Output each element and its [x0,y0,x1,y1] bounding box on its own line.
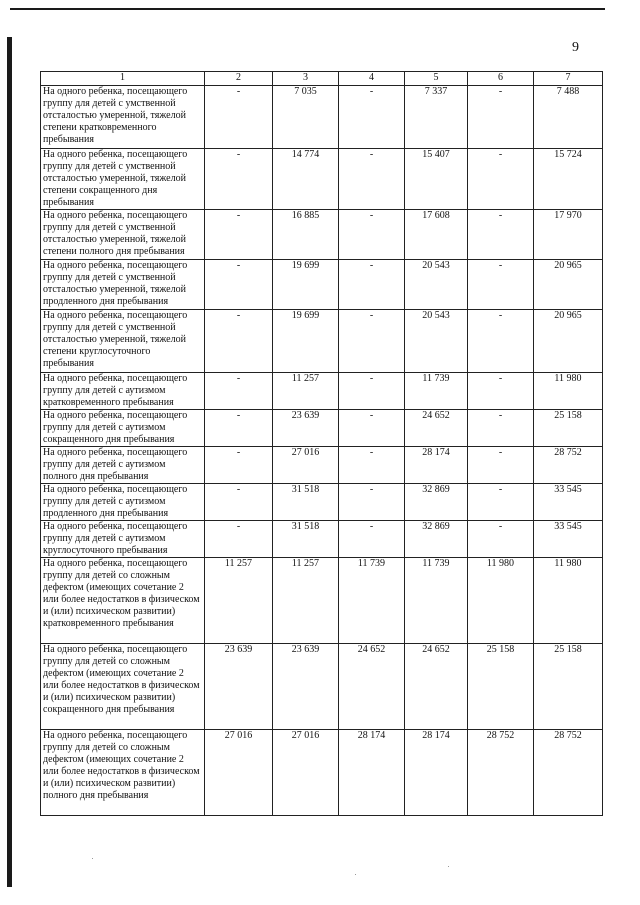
table-row [41,484,603,521]
row-description: На одного ребенка, посещающего группу для детей со сложным дефектом (имеющих сочетание 2 или более недостатков в физическом и (или) психическом развитии) сокращенного дня пребывания [41,644,205,730]
cell-col5: 11 739 [405,558,468,644]
cell-col2: - [205,86,273,149]
cell-col7: 15 724 [534,149,603,210]
cell-col6: - [468,260,534,310]
cell-col5: 24 652 [405,644,468,730]
cell-col2: - [205,373,273,410]
cell-col7: 28 752 [534,447,603,484]
cell-col7: 28 752 [534,730,603,816]
cell-col5: 17 608 [405,210,468,260]
cell-col2: - [205,149,273,210]
cell-col6: - [468,310,534,373]
table-row [41,260,603,310]
cell-col5: 15 407 [405,149,468,210]
cell-col6: - [468,86,534,149]
cell-col6: 11 980 [468,558,534,644]
cell-col7: 20 965 [534,260,603,310]
cell-col2: - [205,210,273,260]
cell-col4: 28 174 [339,730,405,816]
cell-col7: 11 980 [534,558,603,644]
column-header: 6 [468,72,534,86]
cell-col3: 14 774 [273,149,339,210]
cell-col4: - [339,484,405,521]
scan-speck [92,858,93,859]
cell-col3: 31 518 [273,484,339,521]
cell-col6: 25 158 [468,644,534,730]
cell-col5: 32 869 [405,484,468,521]
cell-col4: - [339,260,405,310]
table-row [41,447,603,484]
table-row [41,149,603,210]
cell-col3: 27 016 [273,730,339,816]
cell-col3: 23 639 [273,410,339,447]
cell-col6: - [468,373,534,410]
cell-col4: - [339,447,405,484]
cell-col2: 23 639 [205,644,273,730]
cell-col4: - [339,373,405,410]
cell-col6: - [468,210,534,260]
scan-edge-bar [7,37,12,887]
scan-speck [355,874,356,875]
row-description: На одного ребенка, посещающего группу для детей со сложным дефектом (имеющих сочетание 2 или более недостатков в физическом и (или) психическом развитии) кратковременного пребывания [41,558,205,644]
column-header: 5 [405,72,468,86]
cell-col6: - [468,149,534,210]
column-header: 1 [41,72,205,86]
cell-col7: 17 970 [534,210,603,260]
cell-col6: - [468,484,534,521]
row-description: На одного ребенка, посещающего группу для детей с умственной отсталостью умеренной, тяжелой степени полного дня пребывания [41,210,205,260]
column-header: 4 [339,72,405,86]
cell-col6: - [468,447,534,484]
cell-col4: - [339,210,405,260]
table-row [41,730,603,816]
row-description: На одного ребенка, посещающего группу для детей с умственной отсталостью умеренной, тяжелой степени круглосуточного пребывания [41,310,205,373]
cell-col5: 28 174 [405,447,468,484]
cell-col5: 11 739 [405,373,468,410]
cell-col5: 32 869 [405,521,468,558]
table-row [41,373,603,410]
cell-col5: 20 543 [405,260,468,310]
table-row [41,521,603,558]
cell-col5: 20 543 [405,310,468,373]
cell-col3: 11 257 [273,558,339,644]
column-header: 7 [534,72,603,86]
cell-col2: - [205,410,273,447]
table-row [41,86,603,149]
cell-col4: - [339,86,405,149]
table-row [41,644,603,730]
cell-col3: 7 035 [273,86,339,149]
cell-col7: 33 545 [534,484,603,521]
tariff-table [40,71,603,816]
row-description: На одного ребенка, посещающего группу для детей с аутизмом кратковременного пребывания [41,373,205,410]
row-description: На одного ребенка, посещающего группу для детей с аутизмом полного дня пребывания [41,447,205,484]
cell-col5: 28 174 [405,730,468,816]
cell-col3: 11 257 [273,373,339,410]
cell-col3: 19 699 [273,260,339,310]
row-description: На одного ребенка, посещающего группу для детей с аутизмом продленного дня пребывания [41,484,205,521]
row-description: На одного ребенка, посещающего группу для детей со сложным дефектом (имеющих сочетание 2 или более недостатков в физическом и (или) психическом развитии) полного дня пребывания [41,730,205,816]
page-number: 9 [572,40,579,55]
column-header: 3 [273,72,339,86]
cell-col4: - [339,521,405,558]
cell-col5: 24 652 [405,410,468,447]
cell-col2: 11 257 [205,558,273,644]
cell-col3: 16 885 [273,210,339,260]
cell-col4: - [339,149,405,210]
row-description: На одного ребенка, посещающего группу для детей с аутизмом круглосуточного пребывания [41,521,205,558]
cell-col2: - [205,447,273,484]
table-row [41,558,603,644]
cell-col6: - [468,521,534,558]
table-row [41,210,603,260]
cell-col2: - [205,484,273,521]
cell-col7: 25 158 [534,644,603,730]
cell-col6: - [468,410,534,447]
header-row [41,72,603,86]
cell-col3: 23 639 [273,644,339,730]
cell-col2: - [205,310,273,373]
cell-col7: 11 980 [534,373,603,410]
cell-col4: 11 739 [339,558,405,644]
cell-col6: 28 752 [468,730,534,816]
cell-col3: 31 518 [273,521,339,558]
cell-col7: 20 965 [534,310,603,373]
column-header: 2 [205,72,273,86]
cell-col3: 27 016 [273,447,339,484]
table-row [41,410,603,447]
cell-col7: 25 158 [534,410,603,447]
cell-col2: - [205,260,273,310]
cell-col7: 33 545 [534,521,603,558]
cell-col2: - [205,521,273,558]
cell-col4: - [339,310,405,373]
row-description: На одного ребенка, посещающего группу для детей с аутизмом сокращенного дня пребывания [41,410,205,447]
cell-col4: - [339,410,405,447]
cell-col2: 27 016 [205,730,273,816]
row-description: На одного ребенка, посещающего группу для детей с умственной отсталостью умеренной, тяжелой степени сокращенного дня пребывания [41,149,205,210]
cell-col5: 7 337 [405,86,468,149]
cell-col4: 24 652 [339,644,405,730]
cell-col3: 19 699 [273,310,339,373]
table-row [41,310,603,373]
top-rule [10,8,605,10]
cell-col7: 7 488 [534,86,603,149]
row-description: На одного ребенка, посещающего группу для детей с умственной отсталостью умеренной, тяжелой продленного дня пребывания [41,260,205,310]
row-description: На одного ребенка, посещающего группу для детей с умственной отсталостью умеренной, тяжелой степени кратковременного пребывания [41,86,205,149]
scan-speck [448,866,449,867]
